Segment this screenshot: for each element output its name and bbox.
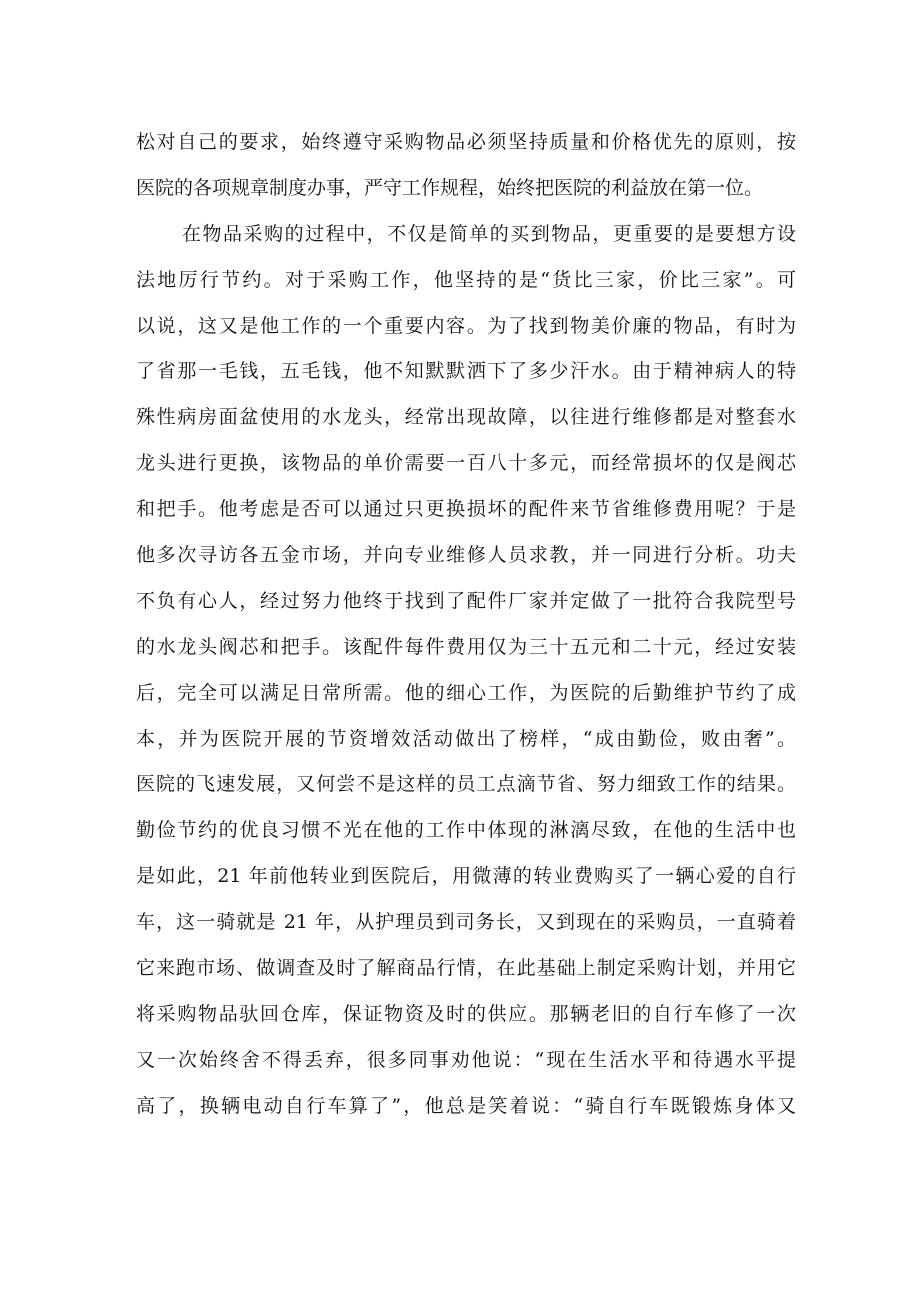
text-line: 将采购物品驮回仓库，保证物资及时的供应。那辆老旧的自行车修了一次 [136, 1002, 796, 1025]
text-line: 本，并为医院开展的节资增效活动做出了榜样，“成由勤俭，败由奢”。 [136, 727, 796, 750]
text-line: 医院的各项规章制度办事，严守工作规程，始终把医院的利益放在第一位。 [136, 176, 764, 199]
text-line: 高了，换辆电动自行车算了”，他总是笑着说：“骑自行车既锻炼身体又 [136, 1094, 796, 1117]
text-line: 和把手。他考虑是否可以通过只更换损坏的配件来节省维修费用呢？于是 [136, 498, 796, 521]
text-line: 了省那一毛钱，五毛钱，他不知默默洒下了多少汗水。由于精神病人的特 [136, 360, 796, 383]
text-line: 勤俭节约的优良习惯不光在他的工作中体现的淋漓尽致，在他的生活中也 [136, 819, 796, 842]
text-line: 的水龙头阀芯和把手。该配件每件费用仅为三十五元和二十元，经过安装 [136, 635, 796, 658]
text-line: 车，这一骑就是 21 年，从护理员到司务长，又到现在的采购员，一直骑着 [136, 911, 796, 934]
text-line: 他多次寻访各五金市场，并向专业维修人员求教，并一同进行分析。功夫 [136, 544, 796, 567]
text-line: 又一次始终舍不得丢弃，很多同事劝他说：“现在生活水平和待遇水平提 [136, 1048, 796, 1071]
text-line: 它来跑市场、做调查及时了解商品行情，在此基础上制定采购计划，并用它 [136, 957, 796, 980]
text-line: 殊性病房面盆使用的水龙头，经常出现故障，以往进行维修都是对整套水 [136, 406, 796, 429]
text-line: 医院的飞速发展，又何尝不是这样的员工点滴节省、努力细致工作的结果。 [136, 773, 796, 796]
paragraph-first-line: 在物品采购的过程中，不仅是简单的买到物品，更重要的是要想方设 [182, 222, 796, 245]
text-line: 以说，这又是他工作的一个重要内容。为了找到物美价廉的物品，有时为 [136, 314, 796, 337]
text-line: 不负有心人，经过努力他终于找到了配件厂家并定做了一批符合我院型号 [136, 589, 796, 612]
text-line: 松对自己的要求，始终遵守采购物品必须坚持质量和价格优先的原则，按 [136, 131, 796, 153]
text-line: 是如此，21 年前他转业到医院后，用微薄的转业费购买了一辆心爱的自行 [136, 865, 796, 888]
text-line: 龙头进行更换，该物品的单价需要一百八十多元，而经常损坏的仅是阀芯 [136, 452, 796, 475]
body-text [136, 120, 796, 1130]
text-line: 后，完全可以满足日常所需。他的细心工作，为医院的后勤维护节约了成 [136, 681, 796, 704]
text-line: 法地厉行节约。对于采购工作，他坚持的是“货比三家，价比三家”。可 [136, 268, 796, 291]
